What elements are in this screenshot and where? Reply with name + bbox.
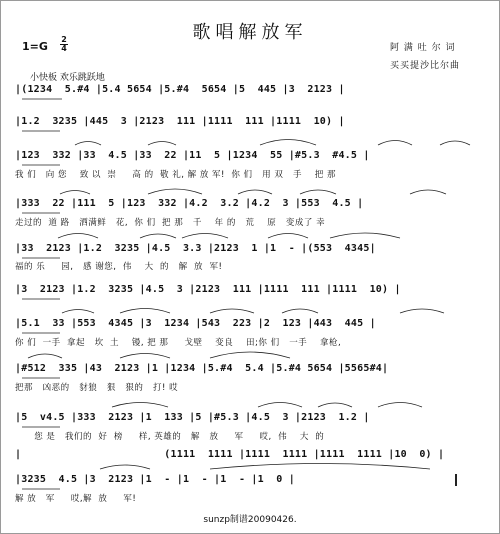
notation-signature: sunzp制谱20090426.: [203, 515, 297, 525]
tempo-marking: 小快板 欢乐跳跃地: [30, 73, 105, 83]
lyric-row: 你 们 一手 拿起 坎 土 镘, 把 那 戈壁 变良 田;你 们 一手 拿枪,: [15, 338, 342, 348]
notation-row: |333 22 |111 5 |123 332 |4.2 3.2 |4.2 3 |553 4.5 |: [15, 198, 364, 209]
time-denominator: 4: [61, 44, 67, 53]
lyricist-credit: 阿 满 吐 尔 词: [390, 43, 456, 53]
notation-row: |123 332 |33 4.5 |33 22 |11 5 |1234 55 |#5.3 #4.5 |: [15, 150, 370, 161]
lyric-row: 把那 凶恶的 豺狼 狠 狠的 打! 哎: [15, 383, 179, 393]
lyric-row: 解 放 军 哎,解 放 军!: [15, 494, 137, 504]
lyric-row: 您 是 我们的 好 榜 样, 英雄的 解 放 军 哎, 伟 大 的: [15, 432, 325, 442]
notation-row: |5.1 33 |553 4345 |3 1234 |543 223 |2 123 |443 445 |: [15, 318, 376, 329]
notation-row: |(1234 5.#4 |5.4 5654 |5.#4 5654 |5 445 |3 2123 |: [15, 84, 345, 95]
lyric-row: 走过的 道 路 洒满鲜 花, 你 们 把 那 千 年 的 荒 原 变成了 幸: [15, 218, 326, 228]
song-title: 歌唱解放军: [192, 22, 308, 43]
key-signature: 1=G: [22, 40, 48, 53]
lyric-row: 我 们 向 您 致 以 崇 高 的 敬 礼, 解 放 军! 你 们 用 双 手 把 那: [15, 170, 336, 180]
notation-row: |5 v4.5 |333 2123 |1 133 |5 |#5.3 |4.5 3 |2123 1.2 |: [15, 412, 370, 423]
notation-row: | (1111 1111 |1111 1111 |1111 1111 |10 0) |: [15, 449, 445, 460]
notation-row: |#512 335 |43 2123 |1 |1234 |5.#4 5.4 |5.#4 5654 |5565#4|: [15, 363, 389, 374]
notation-row: |33 2123 |1.2 3235 |4.5 3.3 |2123 1 |1 - |(553 4345|: [15, 243, 376, 254]
notation-row: |3 2123 |1.2 3235 |4.5 3 |2123 111 |1111 111 |1111 10) |: [15, 284, 401, 295]
composer-credit: 买买提沙比尔曲: [390, 61, 461, 71]
lyric-row: 福的 乐 园, 感 谢您, 伟 大 的 解 放 军!: [15, 262, 223, 272]
time-signature: [60, 36, 68, 53]
notation-row: |3235 4.5 |3 2123 |1 - |1 - |1 - |1 0 |: [15, 474, 295, 485]
time-numerator: 2: [61, 35, 67, 44]
notation-row: |1.2 3235 |445 3 |2123 111 |1111 111 |1111 10) |: [15, 116, 345, 127]
